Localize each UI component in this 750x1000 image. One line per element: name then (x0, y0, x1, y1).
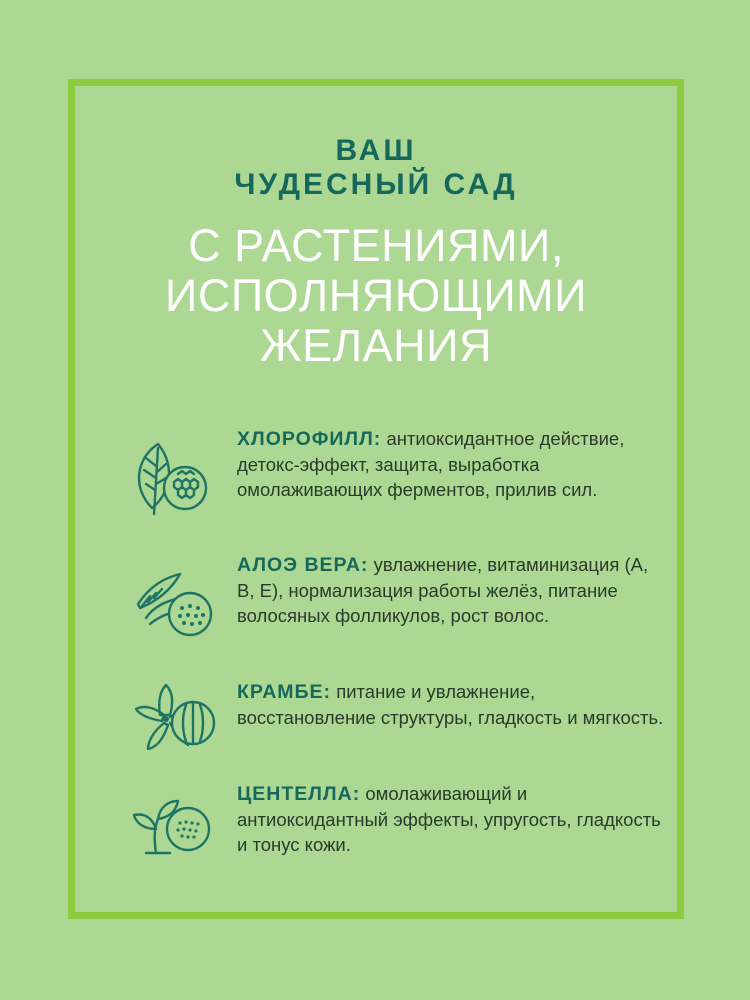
ingredient-description: омолаживающий и антиоксидантный эффекты, упругость, гладкость и тонус кожи. (237, 783, 661, 855)
ingredient-name: ЦЕНТЕЛЛА: (237, 783, 361, 805)
ingredient-text (237, 781, 667, 857)
title-line-1: ВАШ (335, 134, 417, 167)
ingredient-text (237, 679, 667, 730)
aloe-vera-icon (130, 566, 220, 646)
crambe-flower-icon (130, 679, 220, 759)
ingredient-description: антиоксидантное действие, детокс-эффект, защита, выработка омолаживающих ферментов, прилив сил. (237, 428, 625, 500)
ingredient-text (237, 426, 667, 502)
subtitle-line-1: С РАСТЕНИЯМИ, (188, 220, 564, 271)
ingredient-name: КРАМБЕ: (237, 681, 332, 703)
ingredient-name: ХЛОРОФИЛЛ: (237, 428, 382, 450)
page-title (75, 134, 677, 202)
ingredient-description: увлажнение, витаминизация (А, В, Е), нормализация работы желёз, питание волосяных фолликулов, рост волос. (237, 554, 649, 626)
leaf-with-honeycomb-icon (130, 438, 220, 518)
ingredient-description: питание и увлажнение, восстановление структуры, гладкость и мягкость. (237, 681, 664, 728)
subtitle-line-3: ЖЕЛАНИЯ (260, 320, 492, 371)
title-line-2: ЧУДЕСНЫЙ САД (234, 168, 518, 201)
ingredient-text (237, 552, 667, 628)
subtitle-line-2: ИСПОЛНЯЮЩИМИ (164, 270, 588, 321)
ingredient-name: АЛОЭ ВЕРА: (237, 554, 369, 576)
page-subtitle (75, 221, 677, 371)
centella-sprout-icon (130, 789, 220, 869)
card-frame (68, 79, 684, 919)
